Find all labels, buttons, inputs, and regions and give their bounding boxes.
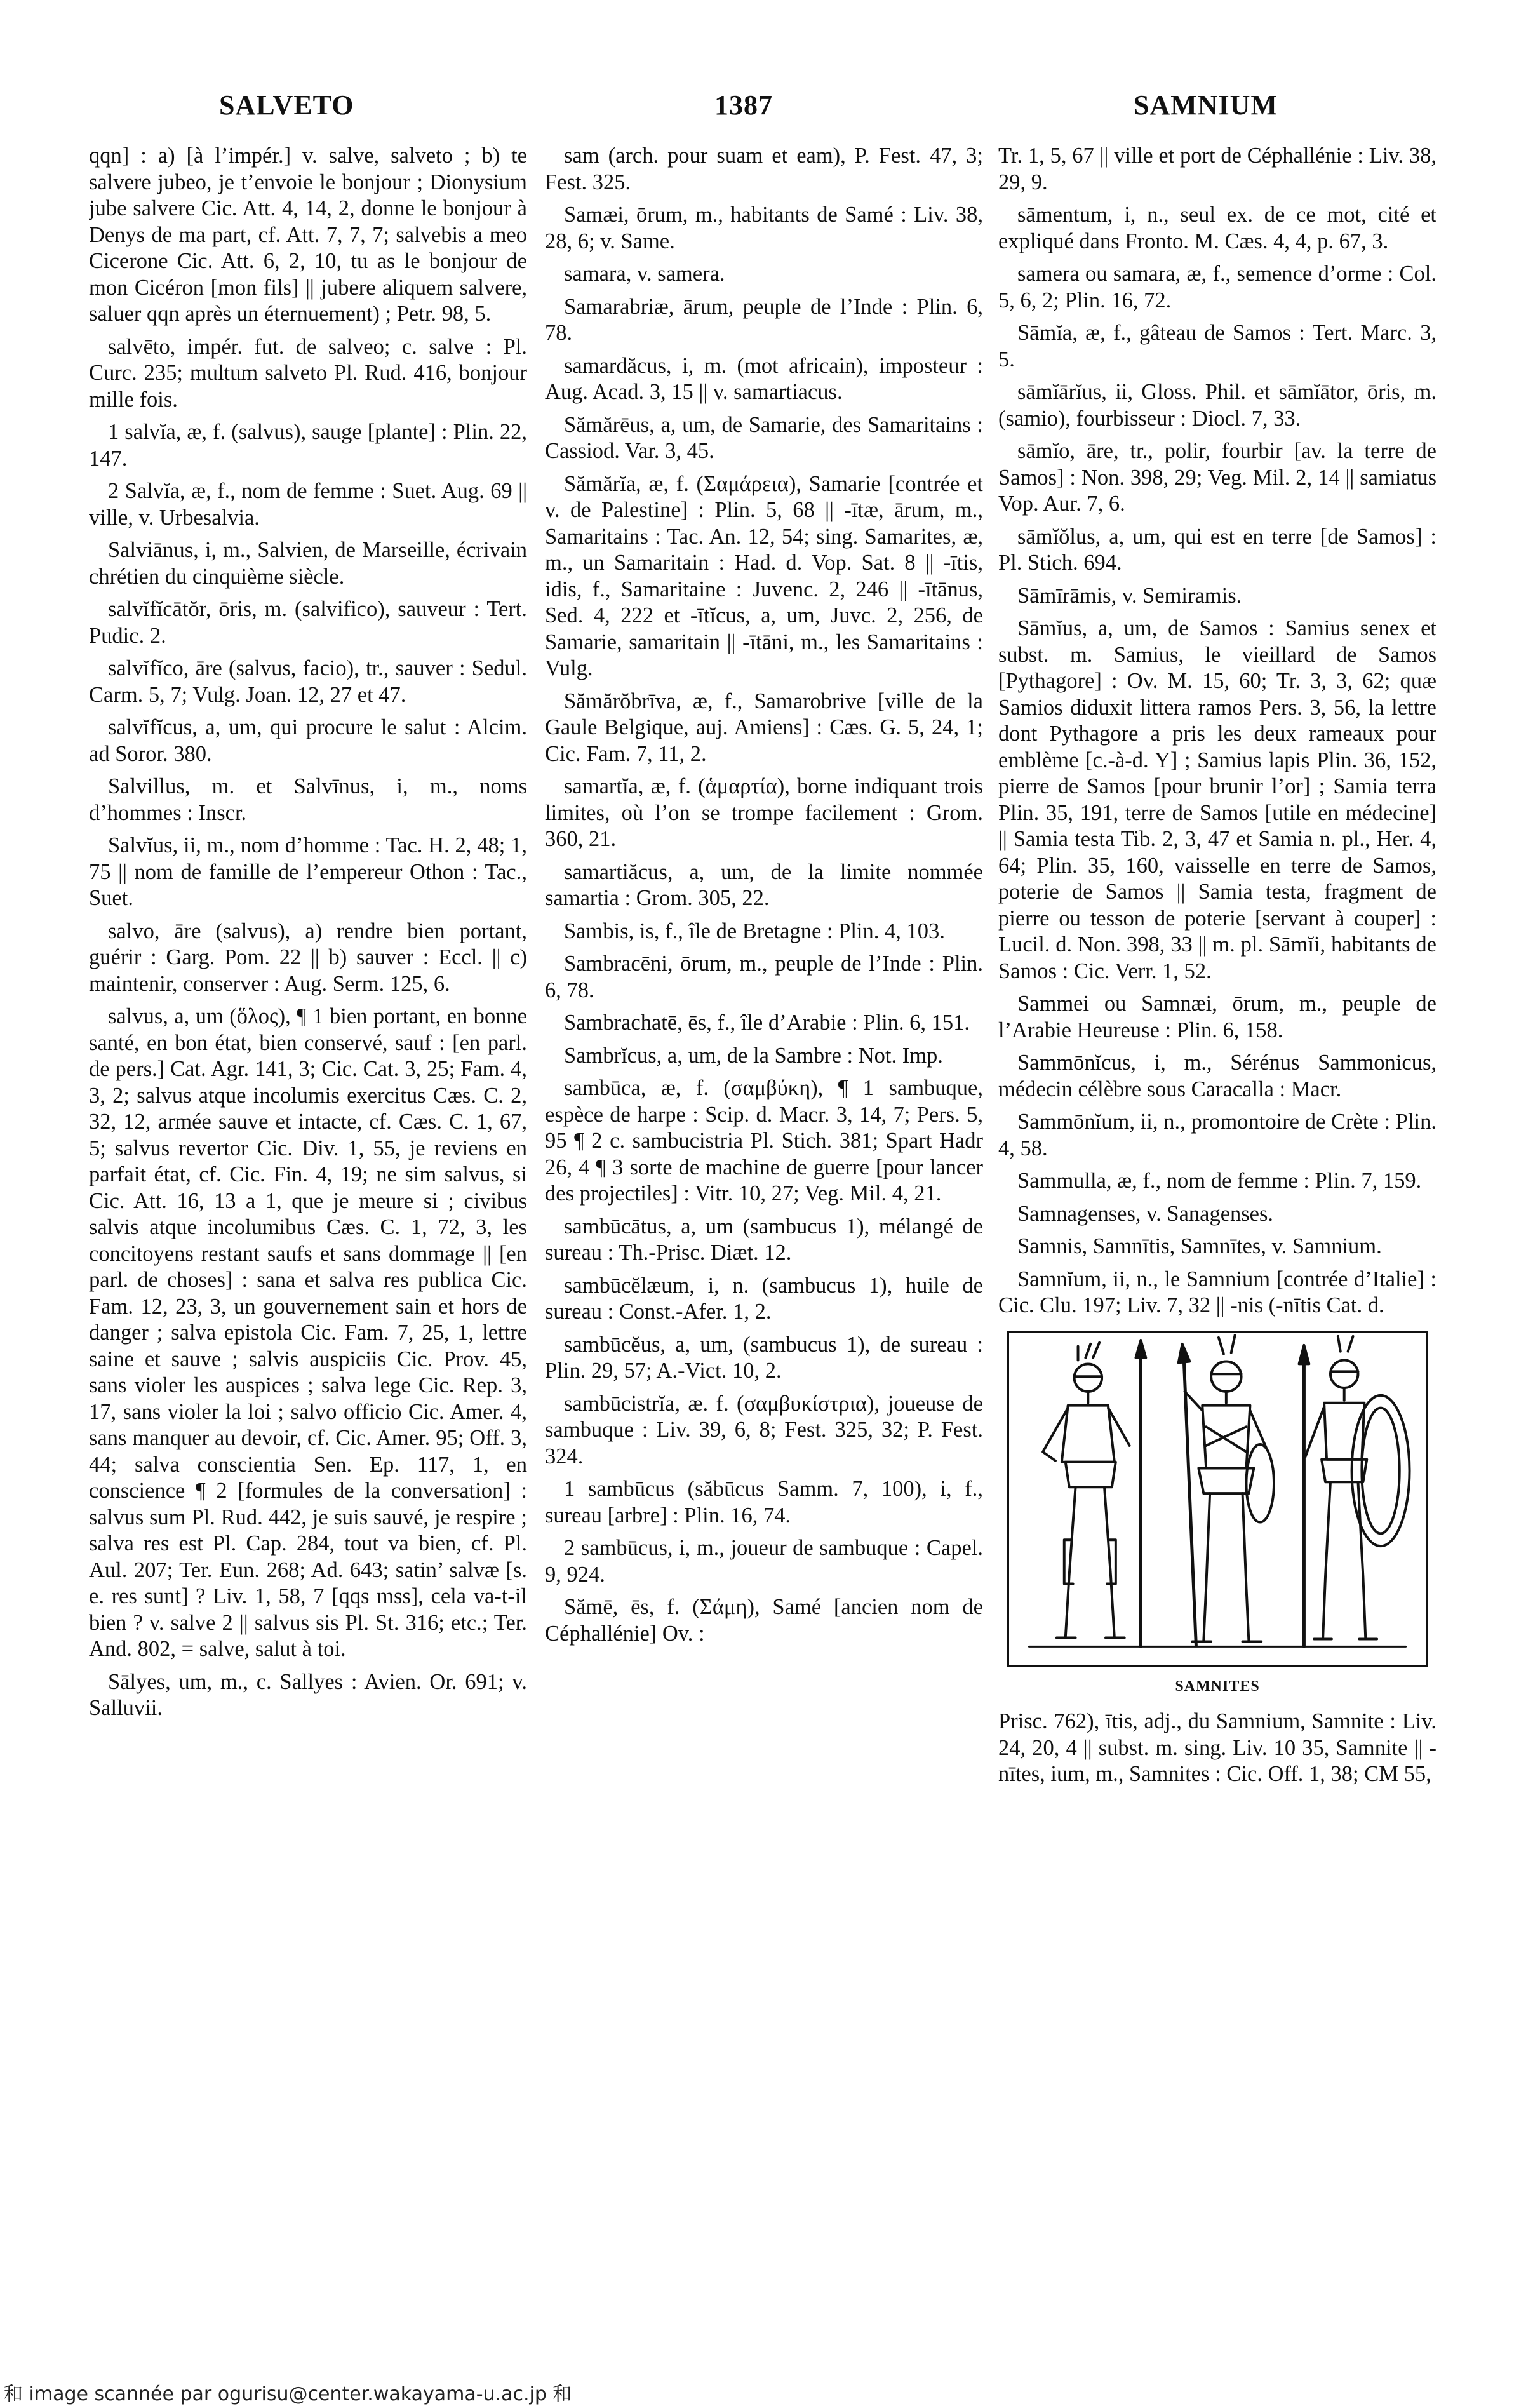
dictionary-entry: Sammulla, æ, f., nom de femme : Plin. 7, 159. — [1017, 1169, 1422, 1193]
dictionary-entry: samardăcus, i, m. (mot africain), imposteur : Aug. Acad. 3, 15 || v. samartiacus. — [545, 353, 983, 404]
dictionary-entry: salvĭfĭco, āre (salvus, facio), tr., sauver : Sedul. Carm. 5, 7; Vulg. Joan. 12, 27 et 47. — [89, 656, 527, 707]
dictionary-entry: sambūcistrĭa, æ. f. (σαμβυκίστρια), joueuse de sambuque : Liv. 39, 6, 8; Fest. 325, 32; P. Fest. 324. — [545, 1391, 983, 1468]
samnites-illustration — [998, 1331, 1436, 1700]
dictionary-entry: sambūcĕlæum, i, n. (sambucus 1), huile de sureau : Const.-Afer. 1, 2. — [545, 1273, 983, 1324]
dictionary-entry: Sālyes, um, m., c. Sallyes : Avien. Or. 691; v. Salluvii. — [89, 1669, 527, 1720]
dictionary-entry: 2 sambūcus, i, m., joueur de sambuque : Capel. 9, 924. — [545, 1536, 983, 1587]
dictionary-entry: Samnĭum, ii, n., le Samnium [contrée d’Italie] : Cic. Clu. 197; Liv. 7, 32 || -nis (-nītis Cat. d. — [998, 1267, 1436, 1317]
dictionary-entry: sāmĭo, āre, tr., polir, fourbir [av. la terre de Samos] : Non. 398, 29; Veg. Mil. 2, 14 || samiatus Vop. Aur. 7, 6. — [998, 439, 1436, 516]
dictionary-entry: Salviānus, i, m., Salvien, de Marseille, écrivain chrétien du cinquième siècle. — [89, 538, 527, 589]
dictionary-entry: sambūcĕus, a, um, (sambucus 1), de sureau : Plin. 29, 57; A.-Vict. 10, 2. — [545, 1332, 983, 1383]
dictionary-entry: salvĭfĭcātŏr, ōris, m. (salvifico), sauveur : Tert. Pudic. 2. — [89, 597, 527, 648]
dictionary-entry: Sammōnĭum, ii, n., promontoire de Crète : Plin. 4, 58. — [998, 1110, 1436, 1160]
dictionary-entry: Sāmĭus, a, um, de Samos : Samius senex et subst. m. Samius, le vieillard de Samos [Pythagore] : Ov. M. 15, 60; Tr. 3, 3, 62; quæ Samios diduxit littera ramos Pers. 3, 56, la lettre dont Pythagore a pris les deux rameaux pour emblème [c.-à-d. Y] ; Samius lapis Plin. 36, 152, pierre de Samos [pour brunir l’or] ; Samia terra Plin. 35, 191, terre de Samos [utile en médecine] || Samia testa Tib. 2, 3, 47 et Samia n. pl., Her. 4, 64; Plin. 35, 160, vaisselle en terre de Samos, poterie de Samos || Samia testa, fragment de pierre ou tesson de poterie [servant à couper] : Lucil. d. Non. 398, 33 || m. pl. Sāmĭi, habitants de Samos : Cic. Verr. 1, 52. — [998, 616, 1436, 983]
dictionary-entry: Sambracēni, ōrum, m., peuple de l’Inde : Plin. 6, 78. — [545, 951, 983, 1002]
dictionary-entry: 1 sambūcus (săbūcus Samm. 7, 100), i, f., sureau [arbre] : Plin. 16, 74. — [545, 1477, 983, 1528]
dictionary-entry: Sămărŏbrīva, æ, f., Samarobrive [ville de la Gaule Belgique, auj. Amiens] : Cæs. G. 5, 24, 1; Cic. Fam. 7, 11, 2. — [545, 689, 983, 766]
dictionary-entry: salvĭfĭcus, a, um, qui procure le salut : Alcim. ad Soror. 380. — [89, 715, 527, 766]
warrior-center-figure — [1185, 1334, 1274, 1641]
dictionary-entry: Sāmīrāmis, v. Semiramis. — [1017, 583, 1242, 608]
figure-caption: SAMNITES — [1175, 1677, 1260, 1695]
dictionary-entry: 2 Salvĭa, æ, f., nom de femme : Suet. Aug. 69 || ville, v. Urbesalvia. — [89, 479, 527, 530]
dictionary-entry: samartiăcus, a, um, de la limite nommée samartia : Grom. 305, 22. — [545, 859, 983, 910]
dictionary-entry: Sāmĭa, æ, f., gâteau de Samos : Tert. Marc. 3, 5. — [998, 321, 1436, 372]
dictionary-entry: samara, v. samera. — [564, 262, 725, 286]
dictionary-entry: Sămărēus, a, um, de Samarie, des Samaritains : Cassiod. Var. 3, 45. — [545, 412, 983, 463]
warrior-right-figure — [1305, 1336, 1409, 1639]
dictionary-entry: Sambis, is, f., île de Bretagne : Plin. 4, 103. — [564, 918, 945, 943]
dictionary-entry: sāmentum, i, n., seul ex. de ce mot, cité et expliqué dans Fronto. M. Cæs. 4, 4, p. 67, 3. — [998, 203, 1436, 253]
dictionary-entry: sambūcātus, a, um (sambucus 1), mélangé de sureau : Th.-Prisc. Diæt. 12. — [545, 1214, 983, 1265]
dictionary-entry: Samnagenses, v. Sanagenses. — [1017, 1201, 1274, 1226]
samnite-warriors-drawing — [1009, 1333, 1426, 1665]
dictionary-entry: Tr. 1, 5, 67 || ville et port de Céphallénie : Liv. 38, 29, 9. — [998, 144, 1436, 194]
dictionary-entry: sambūca, æ, f. (σαμβύκη), ¶ 1 sambuque, espèce de harpe : Scip. d. Macr. 3, 14, 7; Pers. 5, 95 ¶ 2 c. sambucistria Pl. Stich. 381; Spart Hadr 26, 4 ¶ 3 sorte de machine de guerre [pour lancer des projectiles] : Vitr. 10, 27; Veg. Mil. 4, 21. — [545, 1076, 983, 1206]
dictionary-entry: salvo, āre (salvus), a) rendre bien portant, guérir : Garg. Pom. 22 || b) sauver : Eccl. || c) maintenir, conserver : Aug. Serm. 125, 6. — [89, 918, 527, 996]
dictionary-entry: qqn] : a) [à l’impér.] v. salve, salveto ; b) te salvere jubeo, je t’envoie le bonjour ; Dionysium jube salvere Cic. Att. 4, 14, 2, donne le bonjour à Denys de ma part, cf. Att. 7, 7, 7; salvebis a meo Cicerone Cic. Att. 6, 2, 10, tu as le bonjour de mon Cicéron [mon fils] || jubere aliquem salvere, saluer qqn après un éternuement) ; Petr. 98, 5. — [89, 144, 527, 326]
dictionary-entry: Sambrachatē, ēs, f., île d’Arabie : Plin. 6, 151. — [564, 1011, 970, 1035]
dictionary-entry: Samarabriæ, ārum, peuple de l’Inde : Plin. 6, 78. — [545, 294, 983, 345]
dictionary-entry: Salvillus, m. et Salvīnus, i, m., noms d’hommes : Inscr. — [89, 774, 527, 825]
dictionary-entry: Sămē, ēs, f. (Σάμη), Samé [ancien nom de Céphallénie] Ov. : — [545, 1595, 983, 1646]
dictionary-entry: Sambrĭcus, a, um, de la Sambre : Not. Imp. — [564, 1043, 943, 1068]
warrior-left-figure — [1043, 1342, 1129, 1637]
column-3 — [998, 143, 1436, 2322]
dictionary-entry: Salvĭus, ii, m., nom d’homme : Tac. H. 2, 48; 1, 75 || nom de famille de l’empereur Othon : Tac., Suet. — [89, 833, 527, 910]
dictionary-entry: 1 salvĭa, æ, f. (salvus), sauge [plante] : Plin. 22, 147. — [89, 420, 527, 471]
dictionary-entry: sāmĭārĭus, ii, Gloss. Phil. et sāmĭātor, ōris, m. (samio), fourbisseur : Diocl. 7, 33. — [998, 380, 1436, 431]
dictionary-entry: sāmĭŏlus, a, um, qui est en terre [de Samos] : Pl. Stich. 694. — [998, 524, 1436, 575]
dictionary-entry: Sammei ou Samnæi, ōrum, m., peuple de l’Arabie Heureuse : Plin. 6, 158. — [998, 991, 1436, 1042]
dictionary-entry: Prisc. 762), ītis, adj., du Samnium, Samnite : Liv. 24, 20, 4 || subst. m. sing. Liv. 10 35, Samnite || -nītes, ium, m., Samnites : Cic. Off. 1, 38; CM 55, — [998, 1709, 1436, 1786]
running-head-left: SALVETO — [219, 90, 354, 121]
dictionary-entry: Samæi, ōrum, m., habitants de Samé : Liv. 38, 28, 6; v. Same. — [545, 203, 983, 253]
column-2 — [545, 143, 983, 2322]
dictionary-entry: samartĭa, æ, f. (ἁμαρτία), borne indiquant trois limites, où l’on se trompe facilement : Grom. 360, 21. — [545, 774, 983, 851]
dictionary-entry: Samnis, Samnītis, Samnītes, v. Samnium. — [1017, 1234, 1382, 1258]
page-number: 1387 — [714, 90, 773, 121]
scan-credit-footer: 和 image scannée par ogurisu@center.wakayama-u.ac.jp 和 — [4, 2383, 572, 2405]
dictionary-entry: sam (arch. pour suam et eam), P. Fest. 47, 3; Fest. 325. — [545, 144, 983, 194]
dictionary-entry: salvus, a, um (ὅλος), ¶ 1 bien portant, en bonne santé, en bon état, bien conservé, sauf : [en parl. de pers.] Cat. Agr. 141, 3; Cic. Cat. 3, 25; Fam. 4, 3, 2; salvus atque incolumis exercitus Cæs. C. 2, 32, 12, armée sauve et intacte, cf. Cæs. C. 1, 67, 5; salvus revertor Cic. Div. 1, 55, je reviens en parfait état, cf. Cic. Fin. 4, 19; ne sim salvus, si Cic. Att. 16, 13 a 1, que je meure si ; civibus salvis atque incolumibus Cæs. C. 1, 72, 3, les concitoyens restant saufs et sans dommage || [en parl. de choses] : sana et salva res publica Cic. Fam. 12, 23, 3, un gouvernement sain et hors de danger ; salva epistola Cic. Fam. 7, 25, 1, lettre saine et sauve ; salvis auspiciis Cic. Prov. 45, sans violer les auspices ; salva lege Cic. Rep. 3, 17, sans violer la loi ; salvo officio Cic. Amer. 4, sans manquer au devoir, cf. Cic. Amer. 95; Off. 3, 44; salva conscientia Sen. Ep. 117, 1, en conscience ¶ 2 [formules de la conversation] : salvus sum Pl. Rud. 442, je suis sauvé, je respire ; salva res est Pl. Cap. 284, tout va bien, cf. Pl. Aul. 207; Ter. Eun. 268; Ad. 643; satin’ salvæ [s. e. res sunt] ? Liv. 1, 58, 7 [qqs mss], cela va-t-il bien ? v. salve 2 || salvus sis Pl. St. 316; etc.; Ter. And. 802, = salve, salut à toi. — [89, 1004, 527, 1661]
dictionary-entry: samera ou samara, æ, f., semence d’orme : Col. 5, 6, 2; Plin. 16, 72. — [998, 262, 1436, 313]
running-head-right: SAMNIUM — [1134, 90, 1278, 121]
column-1 — [89, 143, 527, 2322]
illustration-frame — [1007, 1331, 1428, 1667]
dictionary-entry: salvēto, impér. fut. de salveo; c. salve : Pl. Curc. 235; multum salveto Pl. Rud. 416, bonjour mille fois. — [89, 334, 527, 412]
dictionary-entry: Sammōnĭcus, i, m., Sérénus Sammonicus, médecin célèbre sous Caracalla : Macr. — [998, 1051, 1436, 1101]
dictionary-entry: Sămărĭa, æ, f. (Σαμάρεια), Samarie [contrée et v. de Palestine] : Plin. 5, 68 || -ītæ, ārum, m., Samaritains : Tac. An. 12, 54; sing. Samarites, æ, m., un Samaritain : Had. d. Vop. Sat. 8 || -ītis, idis, f., Samaritaine : Juvenc. 2, 246 || -ītānus, Sed. 4, 222 et -ītĭcus, a, um, Juvc. 2, 256, de Samarie, samaritain || -ītāni, m., les Samaritains : Vulg. — [545, 471, 983, 680]
